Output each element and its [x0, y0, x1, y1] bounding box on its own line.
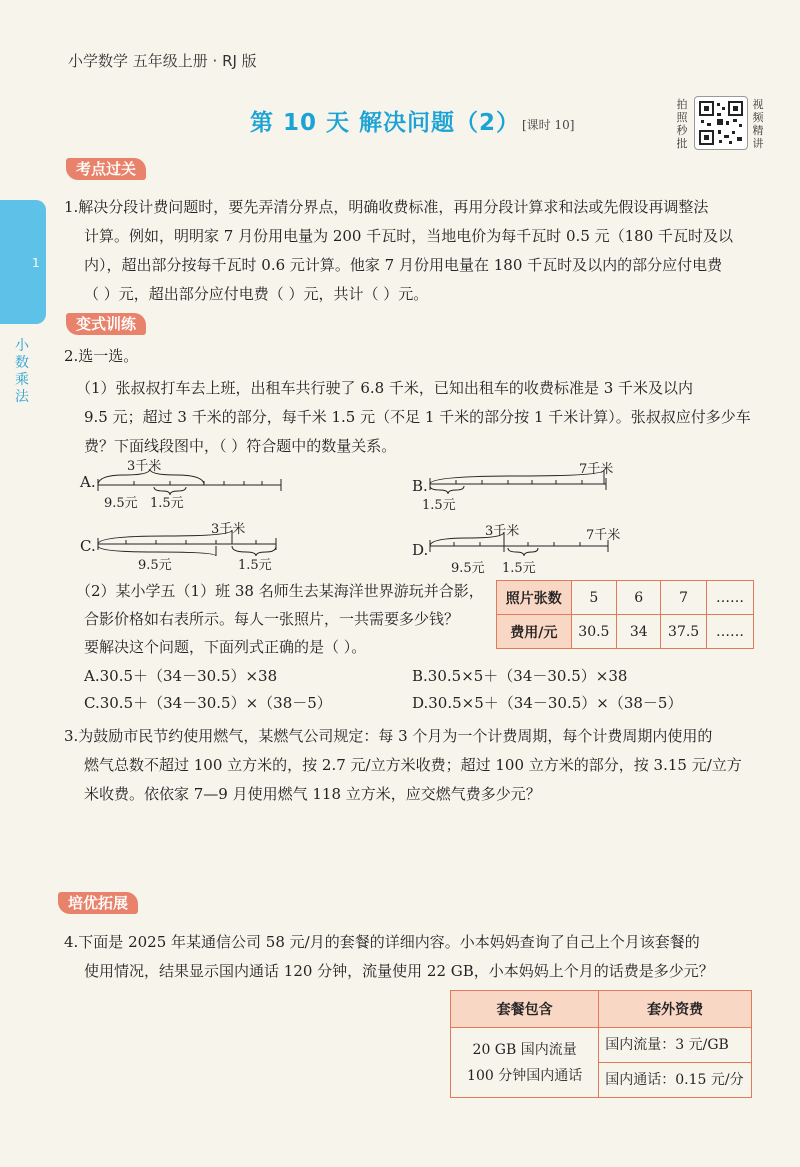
diagram-d-bottom-2: 1.5元	[502, 561, 536, 576]
q1-line3: 内），超出部分按每千瓦时 0.6 元计算。他家 7 月份用电量在 180 千瓦时及以内的部分应付电费	[84, 256, 723, 274]
q3-line3: 米收费。依依家 7—9 月使用燃气 118 立方米，应交燃气费多少元？	[84, 785, 541, 803]
q1-line1: 1.解决分段计费问题时，要先弄清分界点，明确收费标准，再用分段计算求和法或先假设再调整法	[64, 198, 709, 216]
table-cell: 照片张数	[497, 581, 572, 615]
table-cell: 费用/元	[497, 615, 572, 649]
diagram-a-label: A.	[80, 473, 96, 491]
table-cell: ……	[706, 581, 753, 615]
option-d[interactable]: D.30.5×5＋（34－30.5）×（38－5）	[412, 694, 683, 712]
qr-left-label: 拍照秒批	[676, 98, 688, 150]
q2-p1-line3: 费？下面线段图中，（ ）符合题中的数量关系。	[84, 437, 397, 455]
q4-line1: 4.下面是 2025 年某通信公司 58 元/月的套餐的详细内容。小本妈妈查询了自己上个月该套餐的	[64, 933, 700, 951]
table-cell: ……	[706, 615, 753, 649]
book-header: 小学数学 五年级上册 · RJ 版	[68, 52, 257, 70]
q1-line2: 计算。例如，明明家 7 月份用电量为 200 千瓦时，当地电价为每千瓦时 0.5 元（180 千瓦时及以	[84, 227, 734, 245]
qr-code-icon[interactable]	[694, 96, 748, 150]
section-badge-2: 变式训练	[66, 313, 146, 335]
q2-p1-line2: 9.5 元；超过 3 千米的部分，每千米 1.5 元（不足 1 千米的部分按 1 千米计算）。张叔叔应付多少车	[84, 408, 751, 426]
chapter-label: 小数乘法	[15, 338, 29, 405]
option-c[interactable]: C.30.5＋（34－30.5）×（38－5）	[84, 694, 332, 712]
q2-head: 2.选一选。	[64, 347, 139, 365]
section-badge-3: 培优拓展	[58, 892, 138, 914]
table-cell	[599, 1028, 752, 1098]
q1-line4: （ ）元，超出部分应付电费（ ）元，共计（ ）元。	[84, 285, 429, 303]
diagram-c-bottom-2: 1.5元	[238, 558, 272, 573]
diagram-b-top: 7千米	[579, 462, 614, 477]
table-cell: 5	[571, 581, 617, 615]
qr-right-label: 视频精讲	[752, 98, 764, 150]
option-a[interactable]: A.30.5＋（34－30.5）×38	[84, 667, 278, 685]
table-cell	[451, 1028, 599, 1098]
table-cell: 6	[617, 581, 661, 615]
page-title: 第 10 天 解决问题（2）	[250, 110, 521, 136]
q2-p2-line1: （2）某小学五（1）班 38 名师生去某海洋世界游玩并合影，	[76, 582, 484, 600]
extra-data-rate: 国内流量：3 元/GB	[599, 1028, 751, 1063]
q3-line1: 3.为鼓励市民节约使用燃气，某燃气公司规定：每 3 个月为一个计费周期，每个计费周期内使用的	[64, 727, 713, 745]
section-badge-1: 考点过关	[66, 158, 146, 180]
table-cell: 34	[617, 615, 661, 649]
diagram-c-top: 3千米	[211, 522, 246, 537]
diagram-c-label: C.	[80, 537, 96, 555]
q2-p1-line1: （1）张叔叔打车去上班，出租车共行驶了 6.8 千米，已知出租车的收费标准是 3 千米及以内	[76, 379, 694, 397]
diagram-d-top-1: 3千米	[485, 524, 520, 539]
table-cell: 37.5	[661, 615, 707, 649]
diagram-b-bottom-1: 1.5元	[422, 498, 456, 513]
diagram-d-label: D.	[412, 541, 429, 559]
table-cell: 7	[661, 581, 707, 615]
table-header: 套外资费	[599, 991, 752, 1028]
q3-line2: 燃气总数不超过 100 立方米的，按 2.7 元/立方米收费；超过 100 立方米的部分，按 3.15 元/立方	[84, 756, 742, 774]
q2-p2-line3: 要解决这个问题，下面列式正确的是（ ）。	[84, 638, 367, 656]
plan-data-included: 20 GB 国内流量	[472, 1041, 577, 1058]
diagram-d-bottom-1: 9.5元	[451, 561, 485, 576]
chapter-number: 1	[32, 256, 40, 270]
table-row	[497, 581, 754, 615]
photo-price-table	[496, 580, 754, 649]
diagram-a-bottom-1: 9.5元	[104, 496, 138, 511]
table-header: 套餐包含	[451, 991, 599, 1028]
lesson-label: [课时 10]	[522, 118, 575, 132]
plan-table	[450, 990, 752, 1098]
diagram-a-bottom-2: 1.5元	[150, 496, 184, 511]
table-row	[451, 991, 752, 1028]
diagram-d-top-2: 7千米	[586, 528, 621, 543]
diagram-a-top: 3千米	[127, 459, 162, 474]
option-b[interactable]: B.30.5×5＋（34－30.5）×38	[412, 667, 628, 685]
plan-calls-included: 100 分钟国内通话	[467, 1067, 583, 1084]
diagram-b-label: B.	[412, 477, 428, 495]
extra-call-rate: 国内通话：0.15 元/分	[605, 1072, 744, 1088]
q2-p2-line2: 合影价格如右表所示。每人一张照片，一共需要多少钱？	[84, 610, 460, 628]
table-cell: 30.5	[571, 615, 617, 649]
diagram-c-bottom-1: 9.5元	[138, 558, 172, 573]
q4-line2: 使用情况，结果显示国内通话 120 分钟，流量使用 22 GB，小本妈妈上个月的话费是多少元？	[84, 962, 714, 980]
table-row	[451, 1028, 752, 1098]
table-row	[497, 615, 754, 649]
